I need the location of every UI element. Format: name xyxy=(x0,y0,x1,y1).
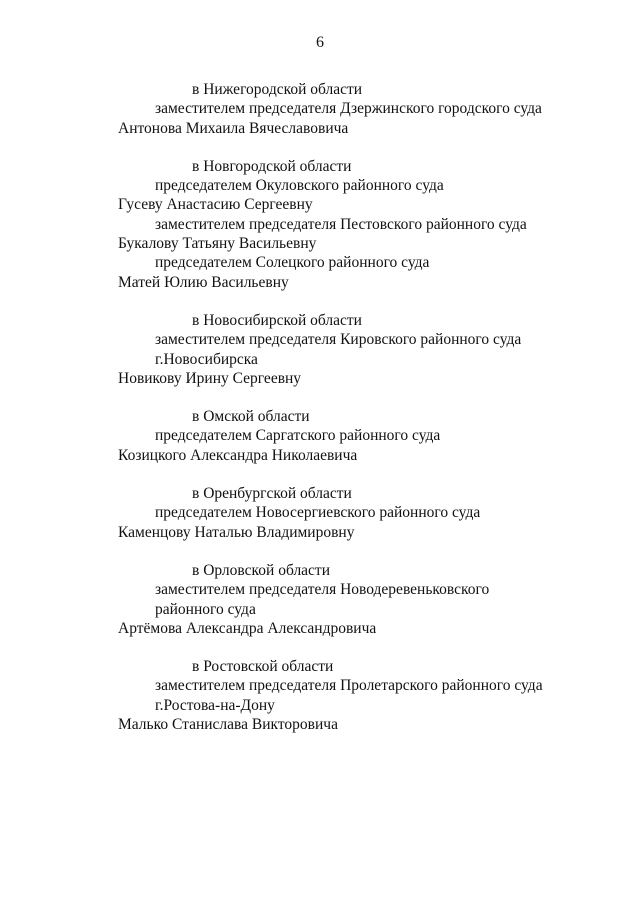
region-section xyxy=(0,657,640,734)
position-line: председателем Окуловского районного суда xyxy=(155,177,444,195)
position-line: заместителем председателя Пестовского районного суда xyxy=(155,215,527,233)
page-number: 6 xyxy=(316,34,324,51)
region-section xyxy=(0,80,640,138)
region-heading: в Ростовской области xyxy=(192,658,334,676)
person-name: Антонова Михаила Вячеславовича xyxy=(118,119,349,137)
region-heading: в Новосибирской области xyxy=(192,311,362,329)
person-name: Малько Станислава Викторовича xyxy=(118,716,338,734)
position-line: заместителем председателя Дзержинского городского суда xyxy=(155,100,542,118)
position-line: г.Новосибирска xyxy=(155,350,258,368)
person-name: Гусеву Анастасию Сергеевну xyxy=(118,196,313,214)
region-section xyxy=(0,157,640,292)
position-line: районного суда xyxy=(155,600,256,618)
region-section xyxy=(0,484,640,542)
region-heading: в Орловской области xyxy=(192,561,331,579)
region-section xyxy=(0,561,640,638)
region-section xyxy=(0,311,640,388)
region-heading: в Нижегородской области xyxy=(192,81,363,98)
region-section xyxy=(0,407,640,465)
position-line: председателем Саргатского районного суда xyxy=(155,427,441,445)
position-line: заместителем председателя Новодеревеньковского xyxy=(155,581,490,599)
position-line: председателем Новосергиевского районного суда xyxy=(155,504,481,522)
person-name: Артёмова Александра Александровича xyxy=(118,619,377,637)
region-heading: в Омской области xyxy=(192,408,310,426)
position-line: заместителем председателя Пролетарского районного суда xyxy=(155,677,543,695)
person-name: Козицкого Александра Николаевича xyxy=(118,446,358,464)
person-name: Матей Юлию Васильевну xyxy=(118,273,289,291)
person-name: Букалову Татьяну Васильевну xyxy=(118,235,317,253)
person-name: Каменцову Наталью Владимировну xyxy=(118,523,355,541)
person-name: Новикову Ирину Сергеевну xyxy=(118,369,302,387)
appointments-list xyxy=(0,80,640,753)
region-heading: в Оренбургской области xyxy=(192,485,352,503)
position-line: г.Ростова-на-Дону xyxy=(155,696,275,714)
position-line: заместителем председателя Кировского районного суда xyxy=(155,331,522,349)
region-heading: в Новгородской области xyxy=(192,157,352,175)
position-line: председателем Солецкого районного суда xyxy=(155,254,430,272)
